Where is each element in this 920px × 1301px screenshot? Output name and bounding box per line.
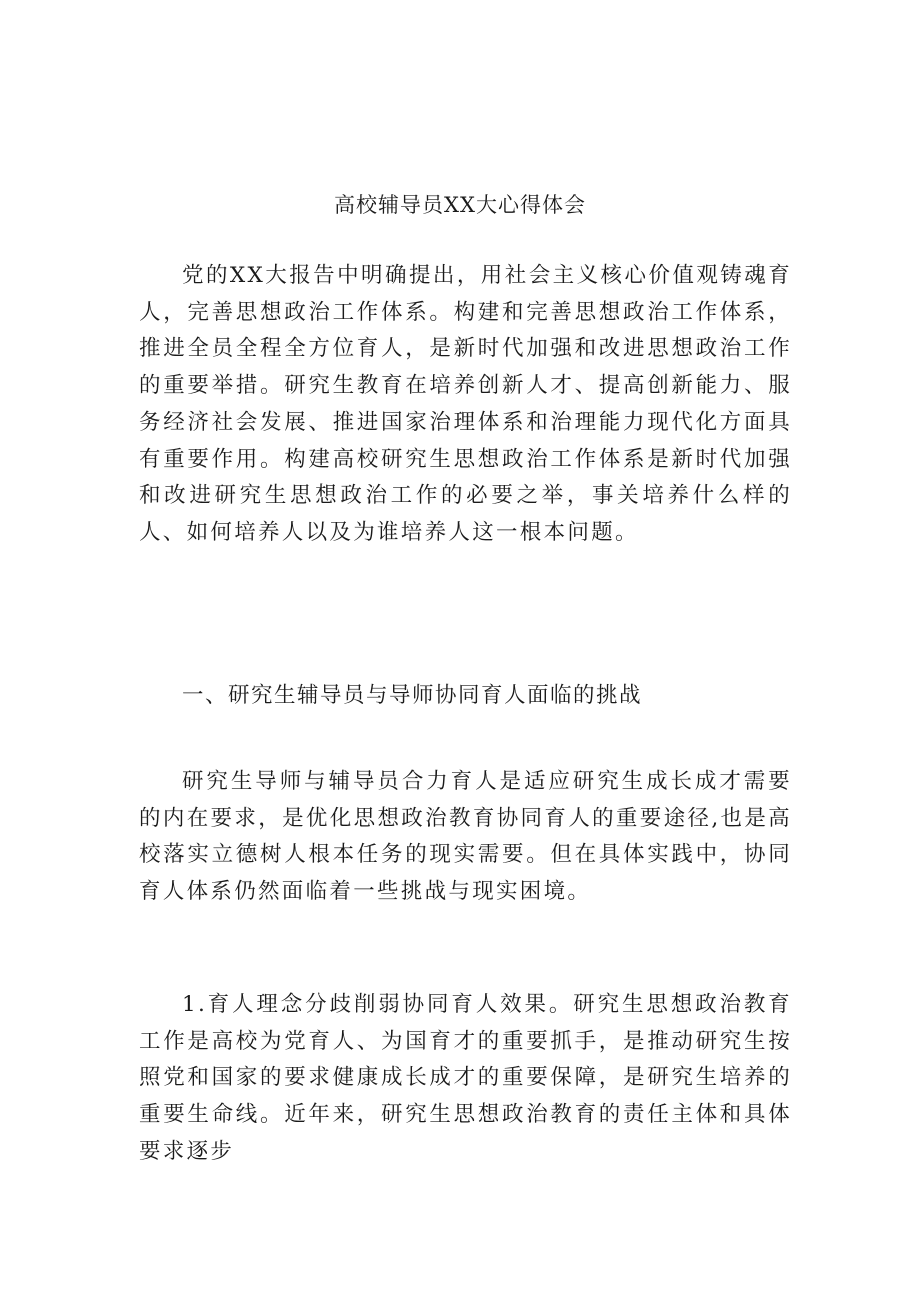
section1-intro-paragraph: 研究生导师与辅导员合力育人是适应研究生成长成才需要的内在要求，是优化思想政治教育协同育人的重要途径,也是高校落实立德树人根本任务的现实需要。但在具体实践中，协同育人体系仍然面临着一些挑战与现实困境。 <box>139 769 792 905</box>
section1-point1-paragraph: 1.育人理念分歧削弱协同育人效果。研究生思想政治教育工作是高校为党育人、为国育才的重要抓手，是推动研究生按照党和国家的要求健康成长成才的重要保障，是研究生培养的重要生命线。近年来，研究生思想政治教育的责任主体和具体要求逐步 <box>139 992 792 1164</box>
document-title: 高校辅导员XX大心得体会 <box>334 193 586 217</box>
intro-paragraph: 党的XX大报告中明确提出，用社会主义核心价值观铸魂育人，完善思想政治工作体系。构建和完善思想政治工作体系，推进全员全程全方位育人，是新时代加强和改进思想政治工作的重要举措。研究生教育在培养创新人才、提高创新能力、服务经济社会发展、推进国家治理体系和治理能力现代化方面具有重要作用。构建高校研究生思想政治工作体系是新时代加强和改进研究生思想政治工作的必要之举，事关培养什么样的人、如何培养人以及为谁培养人这一根本问题。 <box>139 263 792 545</box>
section-heading-1: 一、研究生辅导员与导师协同育人面临的挑战 <box>182 683 643 708</box>
